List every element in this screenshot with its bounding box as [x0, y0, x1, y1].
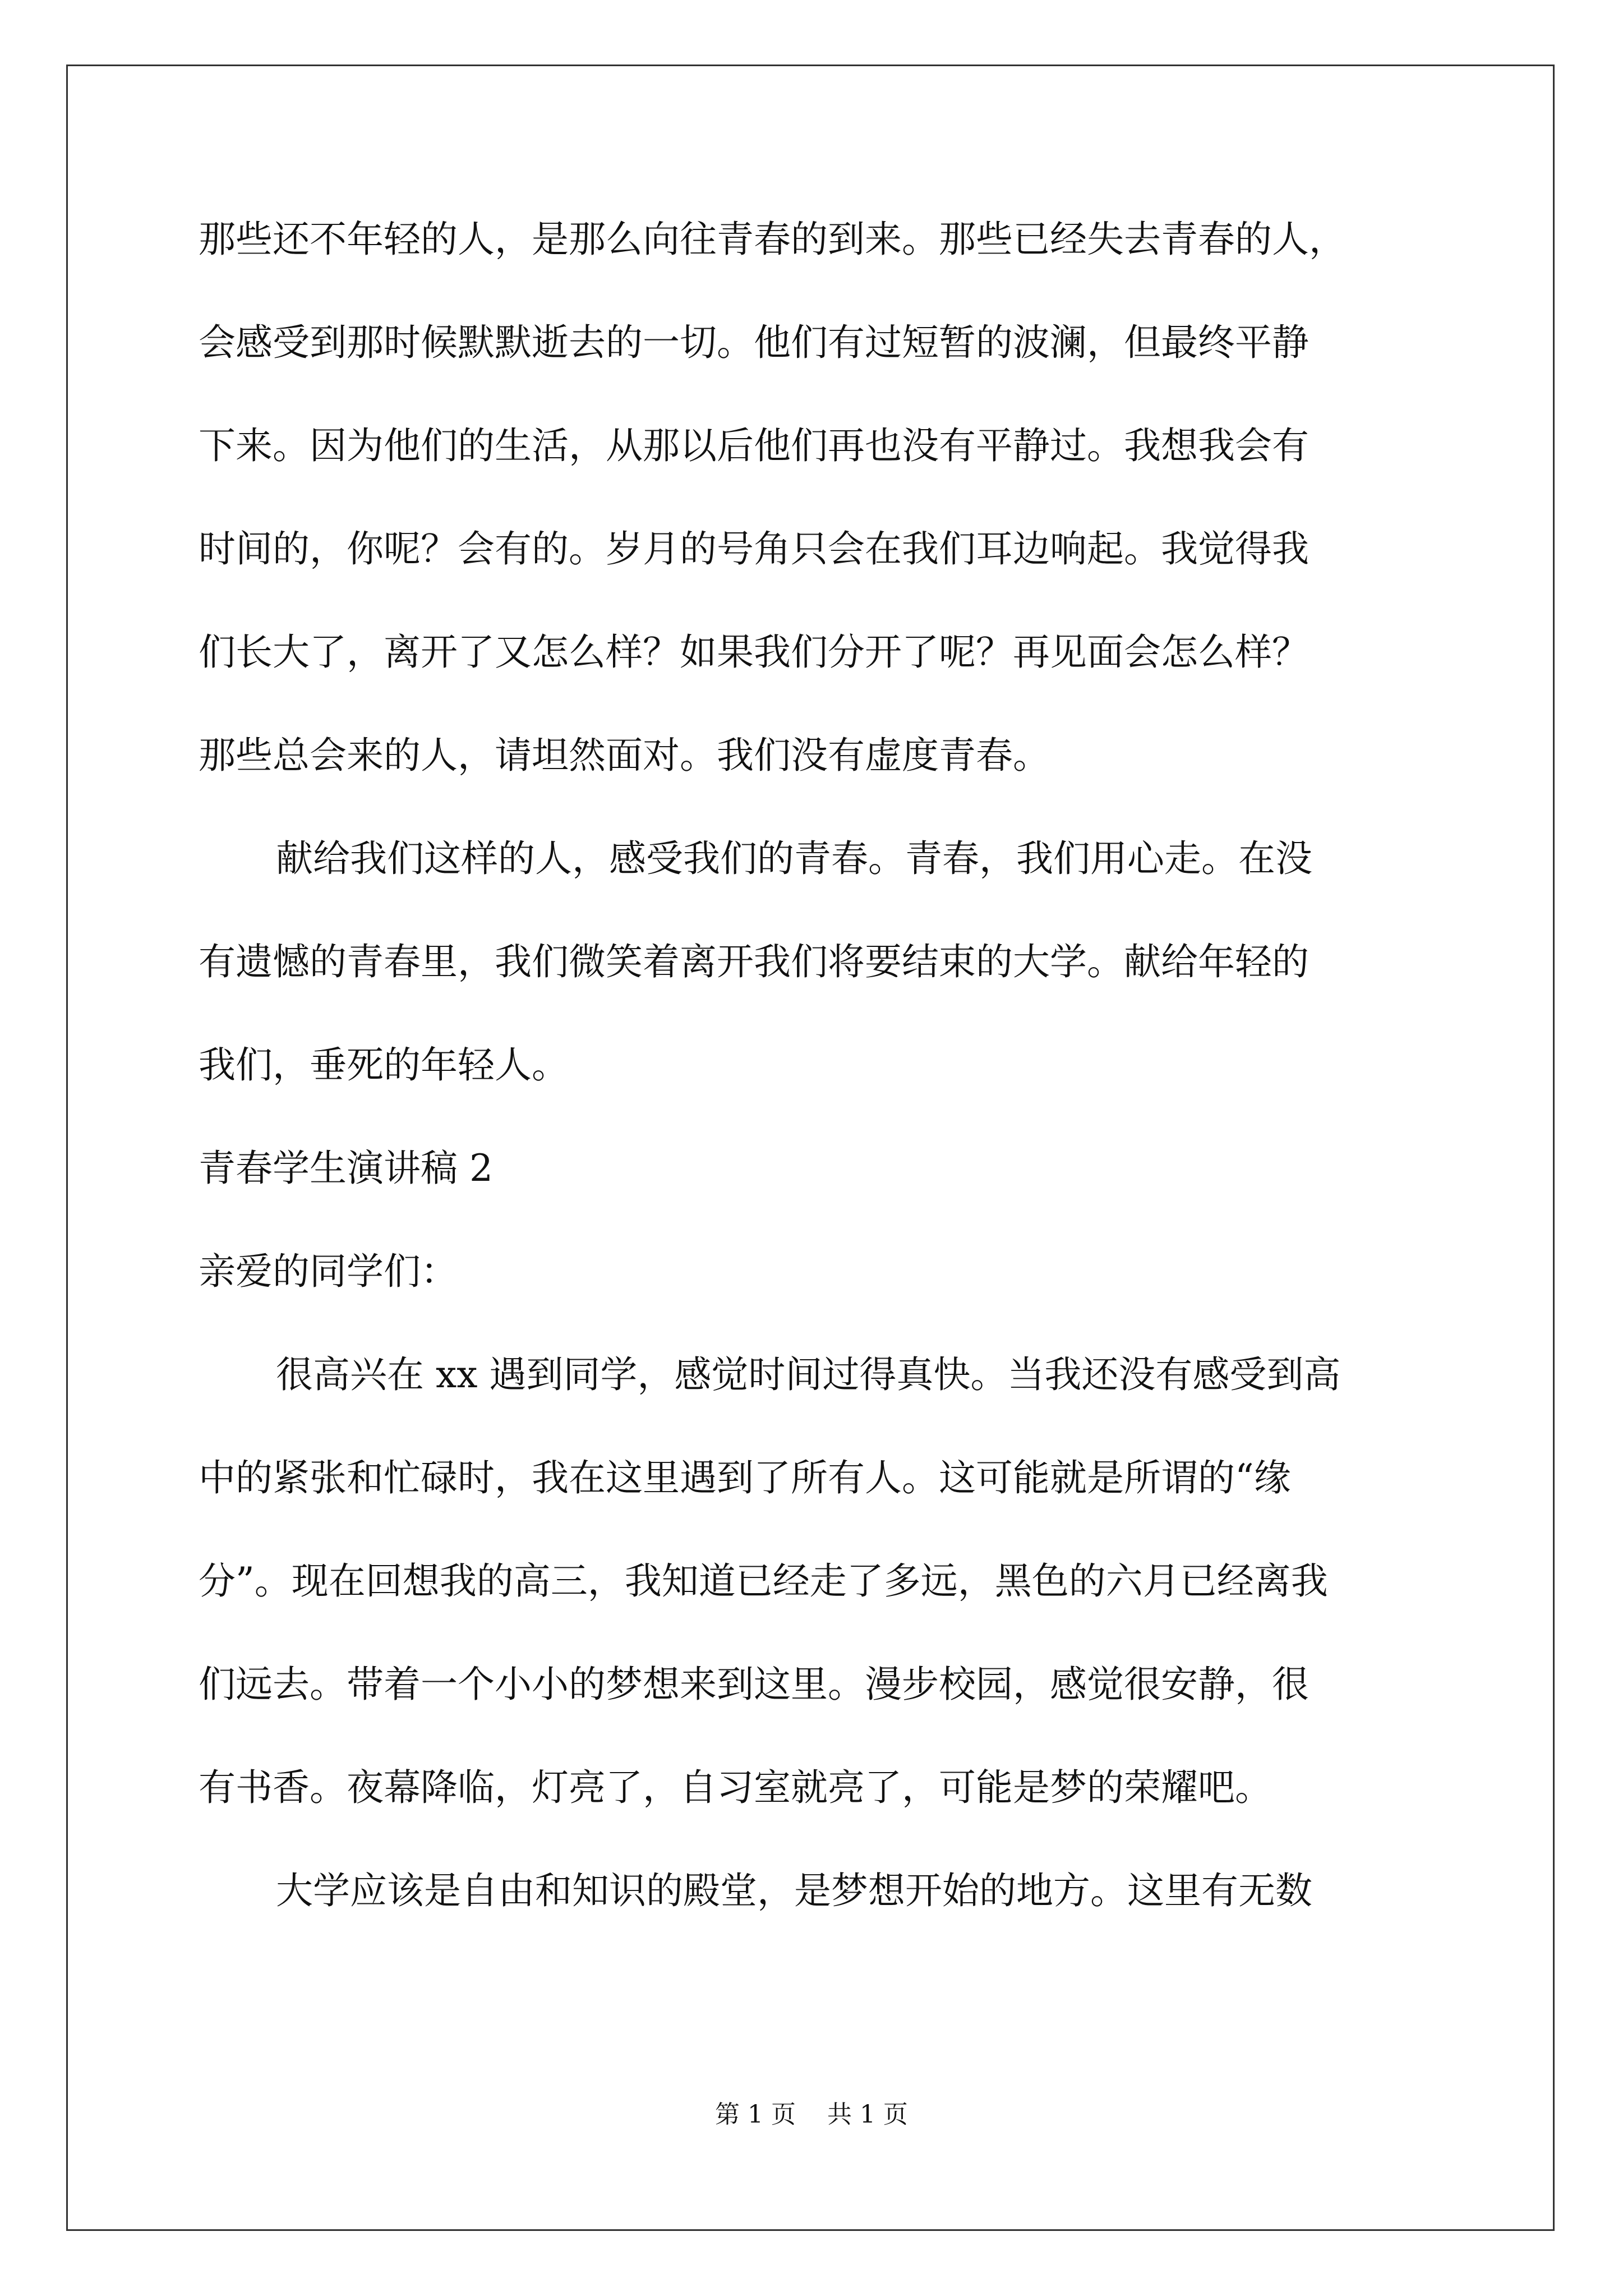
- paragraph-line: 献给我们这样的人，感受我们的青春。青春，我们用心走。在没: [276, 837, 1312, 880]
- paragraph-line: 时间的，你呢？会有的。岁月的号角只会在我们耳边响起。我觉得我: [199, 527, 1309, 570]
- paragraph-line: 很高兴在 xx 遇到同学，感觉时间过得真快。当我还没有感受到高: [276, 1353, 1341, 1396]
- section-title: 青春学生演讲稿 2: [199, 1147, 493, 1190]
- paragraph-line: 们长大了，离开了又怎么样？如果我们分开了呢？再见面会怎么样？: [199, 631, 1309, 674]
- paragraph-line: 们远去。带着一个小小的梦想来到这里。漫步校园，感觉很安静，很: [199, 1663, 1309, 1706]
- paragraph-line: 会感受到那时候默默逝去的一切。他们有过短暂的波澜，但最终平静: [199, 321, 1309, 364]
- paragraph-line: 那些还不年轻的人，是那么向往青春的到来。那些已经失去青春的人，: [199, 218, 1346, 261]
- paragraph-line: 分”。现在回想我的高三，我知道已经走了多远，黑色的六月已经离我: [199, 1559, 1328, 1603]
- paragraph-line: 大学应该是自由和知识的殿堂，是梦想开始的地方。这里有无数: [276, 1869, 1312, 1912]
- paragraph-line: 有遗憾的青春里，我们微笑着离开我们将要结束的大学。献给年轻的: [199, 940, 1309, 983]
- paragraph-line: 有书香。夜幕降临，灯亮了，自习室就亮了，可能是梦的荣耀吧。: [199, 1766, 1272, 1809]
- salutation: 亲爱的同学们：: [199, 1250, 458, 1293]
- paragraph-line: 中的紧张和忙碌时，我在这里遇到了所有人。这可能就是所谓的“缘: [199, 1456, 1291, 1499]
- paragraph-line: 我们，垂死的年轻人。: [199, 1043, 569, 1087]
- paragraph-line: 那些总会来的人，请坦然面对。我们没有虚度青春。: [199, 734, 1050, 777]
- paragraph-line: 下来。因为他们的生活，从那以后他们再也没有平静过。我想我会有: [199, 424, 1309, 467]
- page-number-footer: 第 1 页 共 1 页: [715, 2100, 908, 2129]
